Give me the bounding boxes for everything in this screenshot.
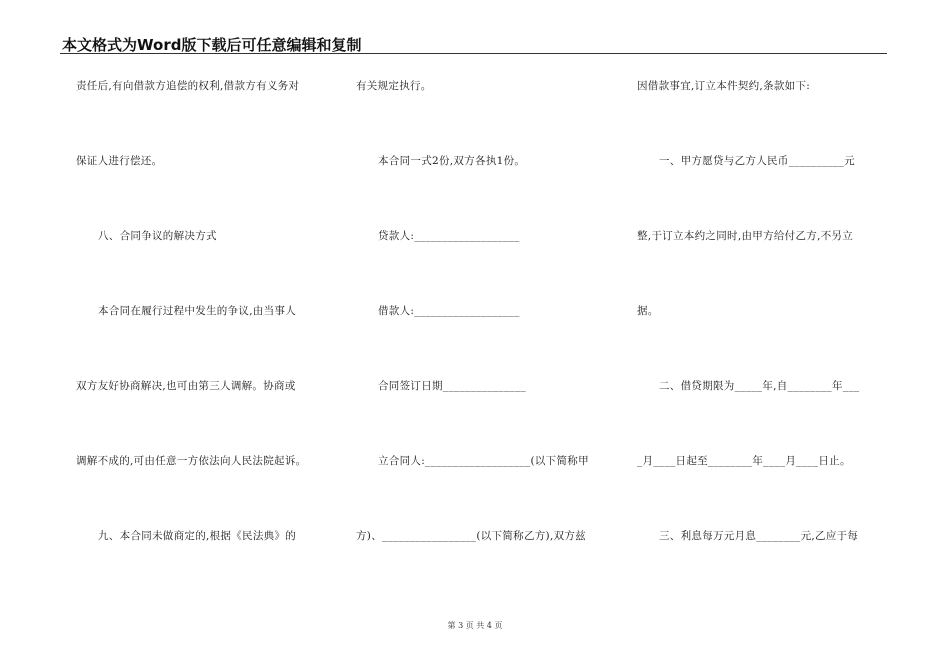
- text-line: _月____日起至________年____月____日止。: [637, 455, 851, 467]
- text-line: 调解不成的,可由任意一方依法向人民法院起诉。: [76, 455, 307, 467]
- text-line: 据。: [637, 305, 659, 317]
- document-header-title: 本文格式为Word版下载后可任意编辑和复制: [62, 36, 362, 54]
- text-line: 保证人进行偿还。: [76, 155, 163, 167]
- text-line: 一、甲方愿贷与乙方人民币__________元: [659, 155, 855, 167]
- text-line: 双方友好协商解决,也可由第三人调解。协商或: [76, 380, 296, 392]
- text-line: 整,于订立本约之同时,由甲方给付乙方,不另立: [637, 230, 854, 242]
- text-line: 二、借贷期限为_____年,自________年___: [659, 380, 860, 392]
- borrower-signature-line: 借款人:___________________: [378, 305, 520, 317]
- text-line: 责任后,有向借款方追偿的权利,借款方有义务对: [76, 80, 300, 92]
- section-heading: 八、合同争议的解决方式: [98, 230, 217, 242]
- text-line: 本合同在履行过程中发生的争议,由当事人: [98, 305, 297, 317]
- text-line: 因借款事宜,订立本件契约,条款如下:: [637, 80, 811, 92]
- text-line: 九、本合同未做商定的,根据《民法典》的: [98, 530, 297, 542]
- text-column-right: [637, 0, 889, 672]
- text-column-middle: [356, 0, 608, 672]
- lender-signature-line: 贷款人:___________________: [378, 230, 520, 242]
- text-line: 本合同一式2份,双方各执1份。: [378, 155, 526, 167]
- text-line: 立合同人:___________________(以下简称甲: [378, 455, 589, 467]
- page-number: 第 3 页 共 4 页: [447, 621, 503, 630]
- text-line: 三、利息每万元月息________元,乙应于每: [659, 530, 859, 542]
- text-column-left: [76, 0, 328, 672]
- text-line: 有关规定执行。: [356, 80, 432, 92]
- signing-date-line: 合同签订日期_______________: [378, 380, 527, 392]
- text-line: 方)、_________________(以下简称乙方),双方兹: [356, 530, 586, 542]
